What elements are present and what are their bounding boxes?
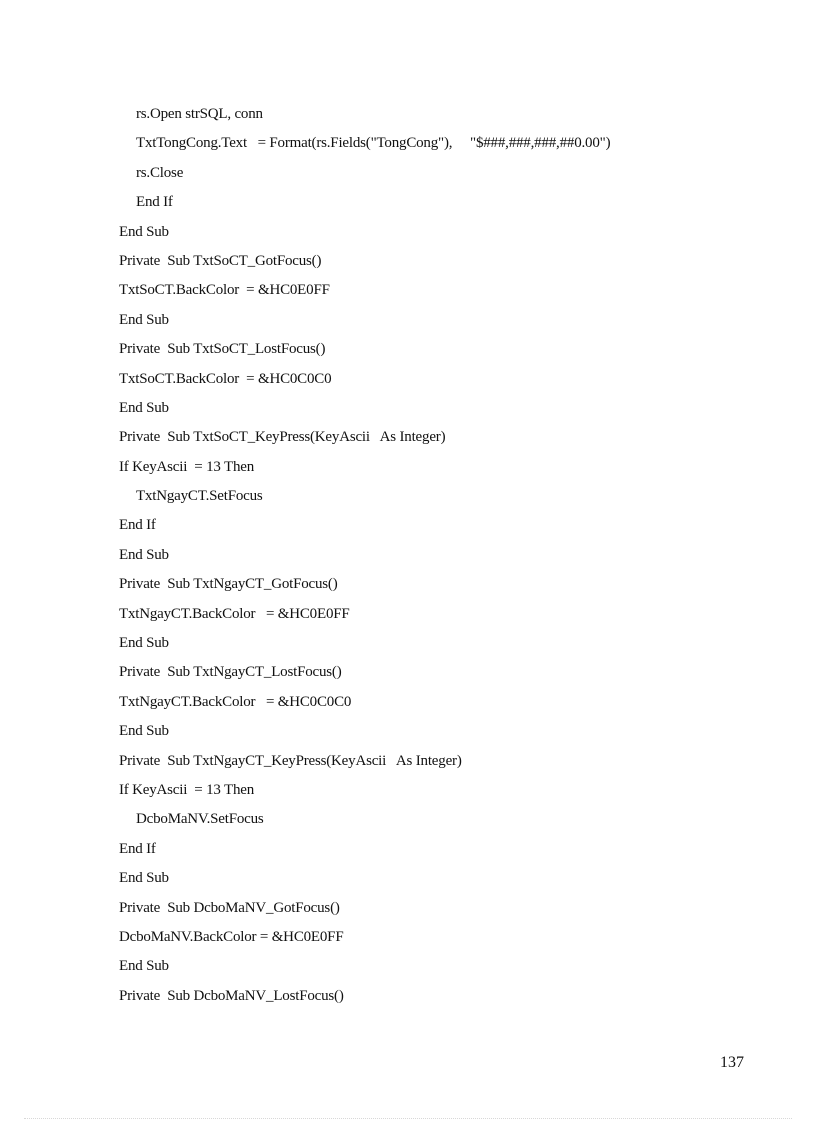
code-line: End If xyxy=(136,194,173,211)
code-line: Private Sub DcboMaNV_LostFocus() xyxy=(119,987,344,1004)
code-line: Private Sub TxtNgayCT_LostFocus() xyxy=(119,664,342,681)
code-line: DcboMaNV.SetFocus xyxy=(136,811,264,828)
code-line: TxtSoCT.BackColor = &HC0C0C0 xyxy=(119,370,332,387)
code-line: End Sub xyxy=(119,870,169,887)
code-line: End If xyxy=(119,517,156,534)
code-line: End Sub xyxy=(119,311,169,328)
code-listing xyxy=(119,102,759,1013)
code-line: End Sub xyxy=(119,399,169,416)
code-line: rs.Open strSQL, conn xyxy=(136,106,263,122)
code-line: TxtNgayCT.BackColor = &HC0C0C0 xyxy=(119,693,352,710)
code-line: End Sub xyxy=(119,546,169,563)
code-line: Private Sub TxtSoCT_KeyPress(KeyAscii As Integer) xyxy=(119,429,446,446)
code-line: End Sub xyxy=(119,635,169,652)
code-line: DcboMaNV.BackColor = &HC0E0FF xyxy=(119,928,344,945)
code-line: End If xyxy=(119,840,156,857)
code-line: Private Sub DcboMaNV_GotFocus() xyxy=(119,899,340,916)
code-line: End Sub xyxy=(119,223,169,240)
code-line: Private Sub TxtNgayCT_KeyPress(KeyAscii As Integer) xyxy=(119,752,462,769)
code-line: TxtTongCong.Text = Format(rs.Fields("TongCong"), "$###,###,###,##0.00") xyxy=(136,135,611,152)
page-bottom-divider xyxy=(24,1118,792,1119)
code-line: End Sub xyxy=(119,723,169,740)
code-line: If KeyAscii = 13 Then xyxy=(119,458,255,475)
code-line: If KeyAscii = 13 Then xyxy=(119,781,255,798)
page-number: 137 xyxy=(720,1054,744,1071)
code-line: TxtNgayCT.SetFocus xyxy=(136,488,263,505)
code-line: Private Sub TxtNgayCT_GotFocus() xyxy=(119,576,338,593)
code-line: Private Sub TxtSoCT_GotFocus() xyxy=(119,252,322,269)
code-line: rs.Close xyxy=(136,164,184,181)
code-line: TxtNgayCT.BackColor = &HC0E0FF xyxy=(119,605,350,622)
code-line: TxtSoCT.BackColor = &HC0E0FF xyxy=(119,282,330,299)
code-line: End Sub xyxy=(119,958,169,975)
code-line: Private Sub TxtSoCT_LostFocus() xyxy=(119,341,326,358)
